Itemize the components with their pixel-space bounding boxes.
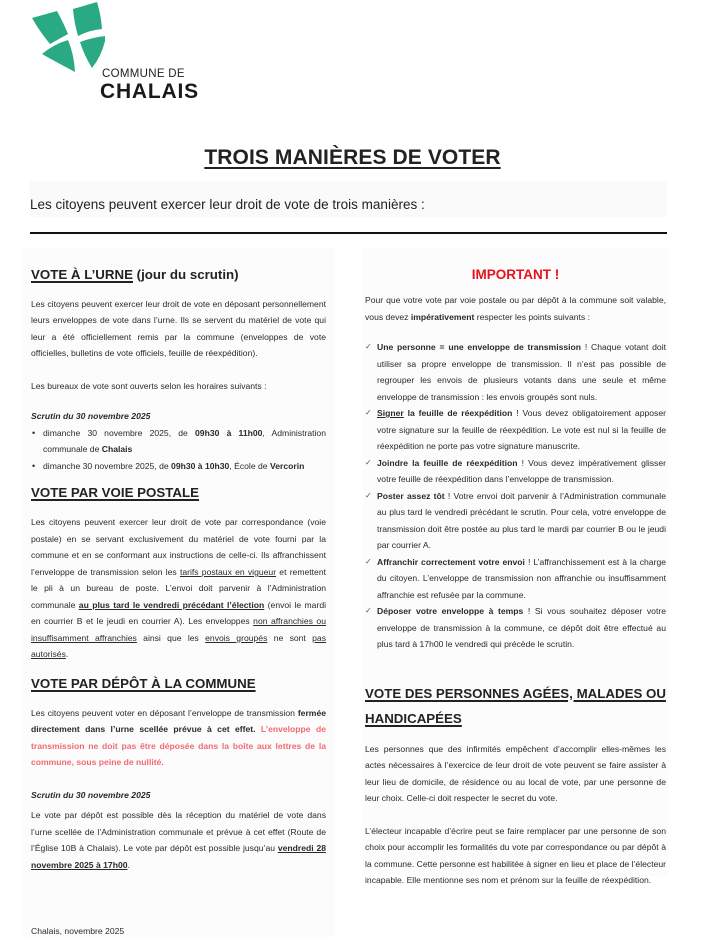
page-title-text: TROIS MANIÈRES DE VOTER [204, 146, 501, 169]
urne-paragraph: Les citoyens peuvent exercer leur droit de vote en déposant personnellement leurs enveloppes de vote dans l’urne. Ils se servent du matériel de vote qui leur a été officiellement remis par la commune (enveloppes de vote officielles, bulletins de vote officiels, feuille de réexpédition). [31, 298, 326, 359]
checklist-item: ✓ Poster assez tôt ! Votre envoi doit parvenir à l’Administration communale au plus tard le vendredi précédant le scrutin. Pour cela, votre enveloppe de transmission doit être postée au plus tard le mardi par courrier B ou le jeudi par courrier A. [365, 488, 666, 554]
agees-paragraph-2: L’électeur incapable d’écrire peut se faire remplacer par une personne de son choix pour accomplir les formalités du vote par correspondance ou par dépôt à la commune. Cette personne est habilitée à signer en lieu et place de l’électeur incapable. Elle mentionne ses nom et prénom sur la feuille de réexpédition. [365, 825, 666, 885]
list-item: • dimanche 30 novembre 2025, de 09h30 à 10h30, École de Vercorin [31, 458, 326, 475]
checklist-item: ✓ Joindre la feuille de réexpédition ! Vous devez impérativement glisser votre feuille de réexpédition dans l’enveloppe de transmission. [365, 455, 666, 488]
important-heading: IMPORTANT ! [471, 267, 560, 282]
intro-text: Les citoyens peuvent exercer leur droit de vote de trois manières : [30, 197, 425, 212]
intro-band [30, 181, 667, 217]
section-heading-postale: VOTE PAR VOIE POSTALE [31, 485, 199, 501]
logo-line-commune-de: COMMUNE DE [102, 68, 185, 80]
depot-details: Le vote par dépôt est possible dès la réception du matériel de vote dans l’urne scellée de l’Administration communale et prévue à cet effet (Route de l’Église 10B à Chalais). Le vote par dépôt est possible jusqu’au vendredi 28 novembre 2025 à 17h00. [31, 810, 327, 870]
checklist-item: ✓ Affranchir correctement votre envoi ! L’affranchissement est à la charge du citoyen. L’enveloppe de transmission non affranchie ou insuffisamment affranchie est refusée par la commune. [365, 554, 666, 604]
commune-logo [30, 2, 199, 103]
checklist-item: ✓ Signer la feuille de réexpédition ! Vous devez obligatoirement apposer votre signature sur la feuille de réexpédition. Le vote est nul si la feuille de réexpédition ne porte pas votre signature manuscrite. [365, 405, 666, 455]
depot-paragraph: Les citoyens peuvent voter en déposant l’enveloppe de transmission fermée directement dans l’urne scellée prévue à cet effet. L’enveloppe de transmission ne doit pas être déposée dans la boîte aux lettres de la commune, sous peine de nullité. [31, 707, 326, 768]
heading-urne-underlined: VOTE À L’URNE [31, 267, 133, 282]
left-column [22, 248, 335, 937]
section-heading-urne [31, 264, 326, 286]
postale-paragraph: Les citoyens peuvent exercer leur droit de vote par correspondance (voie postale) en se servant exclusivement du matériel de vote fourni par la commune et en se conformant aux instructions de celle-ci. Ils affranchissent l’enveloppe de transmission selon les tarifs postaux en vigueur et remettent le pli à un bureau de poste. L’envoi doit parvenir à l’Administration communale au plus tard le vendredi précédant l’élection (envoi le mardi en courrier B et le jeudi en courrier A). Les enveloppes non affranchies ou insuffisamment affranchies ainsi que les envois groupés ne sont pas autorisés. [31, 517, 327, 660]
four-leaf-clover-icon [30, 2, 105, 77]
urne-scrutin-date: Scrutin du 30 novembre 2025 [31, 411, 151, 422]
important-lead: Pour que votre vote par voie postale ou par dépôt à la commune soit valable, vous devez impérativement respecter les points suivants : [365, 295, 666, 322]
logo-line-chalais: CHALAIS [100, 80, 199, 103]
section-heading-depot: VOTE PAR DÉPÔT À LA COMMUNE [31, 675, 256, 691]
depot-scrutin-date: Scrutin du 30 novembre 2025 [31, 789, 151, 800]
urne-hours-intro: Les bureaux de vote sont ouverts selon les horaires suivants : [31, 380, 267, 391]
heading-urne-rest: (jour du scrutin) [132, 267, 239, 282]
horizontal-divider [30, 232, 667, 234]
page-title [0, 146, 705, 170]
list-item: • dimanche 30 novembre 2025, de 09h30 à 11h00, Administration communale de Chalais [31, 425, 326, 458]
checklist-item: ✓ Déposer votre enveloppe à temps ! Si vous souhaitez déposer votre enveloppe de transmission à la commune, ce dépôt doit être effectué au plus tard à 17h00 le vendredi qui précède le scrutin. [365, 603, 666, 653]
footer-date: Chalais, novembre 2025 [31, 926, 125, 936]
checklist-item: ✓ Une personne = une enveloppe de transmission ! Chaque votant doit utiliser sa propre enveloppe de transmission. Il n’est pas possible de regrouper les envois de plusieurs votants dans une seule et même enveloppe de transmission : les envois groupés sont nuls. [365, 339, 666, 405]
urne-hours-list [31, 425, 326, 475]
section-heading-agees: VOTE DES PERSONNES AGÉES, MALADES OU HANDICAPÉES [365, 685, 666, 726]
right-column [363, 248, 668, 885]
checklist [365, 339, 666, 653]
agees-paragraph-1: Les personnes que des infirmités empêchent d’accomplir elles-mêmes les actes nécessaires à l’exercice de leur droit de vote peuvent se faire assister à leur lieu de domicile, de résidence ou au local de vote, par une personne de leur choix. Celle-ci doit respecter le secret du vote. [365, 743, 666, 803]
